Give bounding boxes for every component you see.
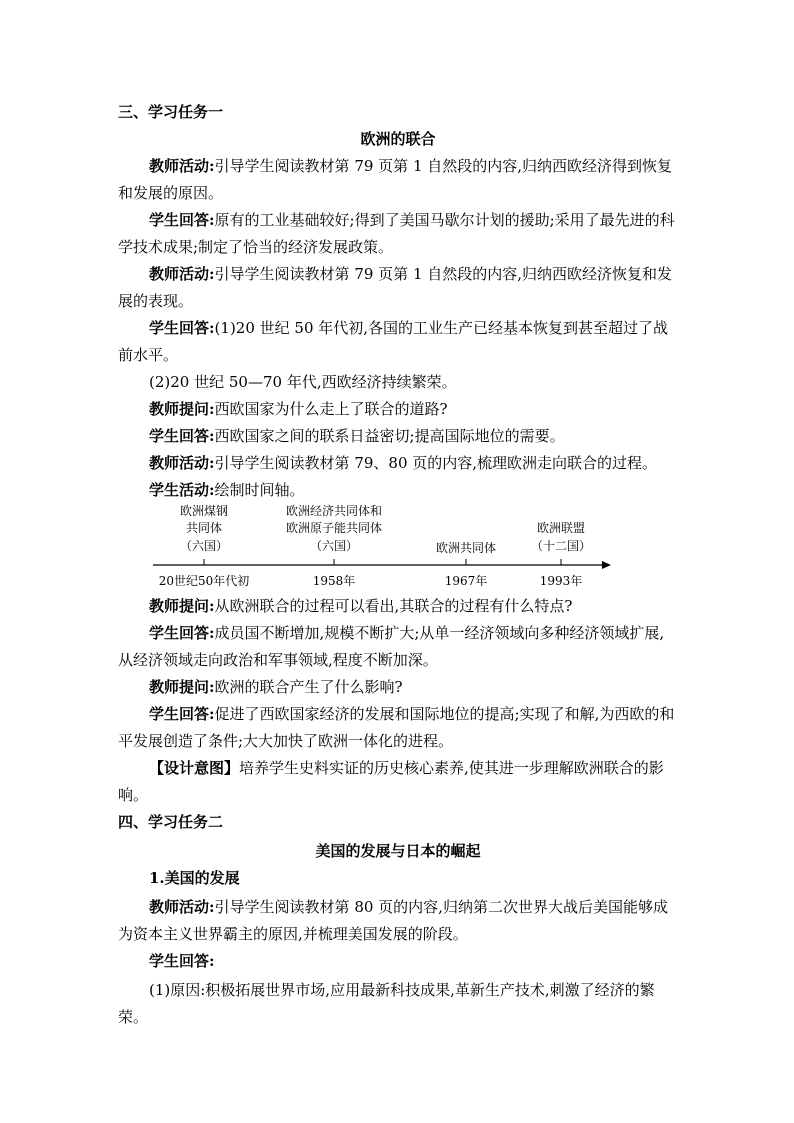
teacher-label: 教师提问: [149, 597, 215, 615]
event-1-line2: 共同体 [185, 521, 223, 535]
teacher-question-5 [118, 593, 678, 620]
section4-heading: 四、学习任务二 [118, 813, 224, 831]
design-text: 培养学生史料实证的历史核心素养,使其进一步理解欧洲联合的影响。 [118, 759, 664, 804]
student-answer-6 [118, 701, 678, 755]
student-answer-7-item1: (1)原因:积极拓展世界市场,应用最新科技成果,革新生产技术,刺激了经济的繁荣。 [118, 981, 655, 1026]
design-label: 【设计意图】 [149, 759, 240, 777]
event-1-date: 20世纪50年代初 [158, 574, 250, 588]
event-3-date: 1967年 [444, 574, 488, 588]
event-1-line3: （六国） [179, 539, 229, 553]
student-label: 学生回答: [149, 319, 215, 337]
teacher-question-6 [118, 674, 678, 701]
section3-heading: 三、学习任务一 [118, 103, 224, 121]
event-3-line1: 欧洲共同体 [435, 541, 497, 555]
teacher-activity-4 [118, 450, 678, 477]
teacher-label: 教师活动: [149, 898, 215, 916]
student-answer-5 [118, 620, 678, 674]
student-answer-7-label: 学生回答: [149, 952, 215, 970]
sub-heading-us-development: 1.美国的发展 [149, 869, 240, 887]
teacher-question-3 [118, 396, 678, 423]
student-answer-1 [118, 207, 678, 261]
teacher-label: 教师活动: [149, 265, 215, 283]
teacher-text: 西欧国家为什么走上了联合的道路? [214, 400, 448, 418]
event-2-date: 1958年 [312, 574, 356, 588]
teacher-label: 教师提问: [149, 678, 215, 696]
teacher-label: 教师活动: [149, 157, 215, 175]
teacher-text: 欧洲的联合产生了什么影响? [214, 678, 403, 696]
student-label: 学生回答: [149, 427, 215, 445]
teacher-activity-7 [118, 894, 678, 948]
student-label: 学生回答: [149, 705, 215, 723]
design-intent [118, 755, 678, 809]
event-2-line3: （六国） [309, 539, 359, 553]
event-2-line2: 欧洲原子能共同体 [285, 521, 383, 535]
event-4-line2: （十二国） [530, 539, 592, 553]
student-label: 学生活动: [149, 481, 215, 499]
student-answer-3 [118, 423, 678, 450]
student-text: (1)20 世纪 50 年代初,各国的工业生产已经基本恢复到甚至超过了战前水平。 [118, 319, 669, 364]
event-4-date: 1993年 [539, 574, 583, 588]
student-answer-2 [118, 315, 678, 369]
student-text: 促进了西欧国家经济的发展和国际地位的提高;实现了和解,为西欧的和平发展创造了条件;大大加快了欧洲一体化的进程。 [118, 705, 675, 750]
student-answer-2-item2: (2)20 世纪 50—70 年代,西欧经济持续繁荣。 [149, 373, 457, 391]
student-text: 西欧国家之间的联系日益密切;提高国际地位的需要。 [214, 427, 565, 445]
student-text: 绘制时间轴。 [214, 481, 305, 499]
teacher-text: 引导学生阅读教材第 79、80 页的内容,梳理欧洲走向联合的过程。 [214, 454, 658, 472]
timeline-arrow-icon [602, 561, 611, 569]
eu-timeline [150, 503, 615, 593]
section3-subtitle: 欧洲的联合 [360, 130, 436, 148]
student-label: 学生回答: [149, 624, 215, 642]
event-4-line1: 欧洲联盟 [536, 521, 586, 535]
event-2-line1: 欧洲经济共同体和 [285, 504, 383, 518]
teacher-label: 教师提问: [149, 400, 215, 418]
teacher-text: 从欧洲联合的过程可以看出,其联合的过程有什么特点? [214, 597, 573, 615]
teacher-text: 引导学生阅读教材第 80 页的内容,归纳第二次世界大战后美国能够成为资本主义世界霸主的原因,并梳理美国发展的阶段。 [118, 898, 668, 943]
student-label: 学生回答: [149, 211, 215, 229]
teacher-label: 教师活动: [149, 454, 215, 472]
teacher-activity-1 [118, 153, 678, 207]
teacher-text: 引导学生阅读教材第 79 页第 1 自然段的内容,归纳西欧经济恢复和发展的表现。 [118, 265, 673, 310]
event-1-line1: 欧洲煤钢 [179, 504, 229, 518]
teacher-activity-2 [118, 261, 678, 315]
section4-subtitle: 美国的发展与日本的崛起 [315, 842, 481, 860]
student-text: 原有的工业基础较好;得到了美国马歇尔计划的援助;采用了最先进的科学技术成果;制定了恰当的经济发展政策。 [118, 211, 675, 256]
student-text: 成员国不断增加,规模不断扩大;从单一经济领域向多种经济领域扩展,从经济领域走向政治和军事领域,程度不断加深。 [118, 624, 665, 669]
teacher-text: 引导学生阅读教材第 79 页第 1 自然段的内容,归纳西欧经济得到恢复和发展的原因。 [118, 157, 673, 202]
student-activity-4 [118, 477, 678, 504]
